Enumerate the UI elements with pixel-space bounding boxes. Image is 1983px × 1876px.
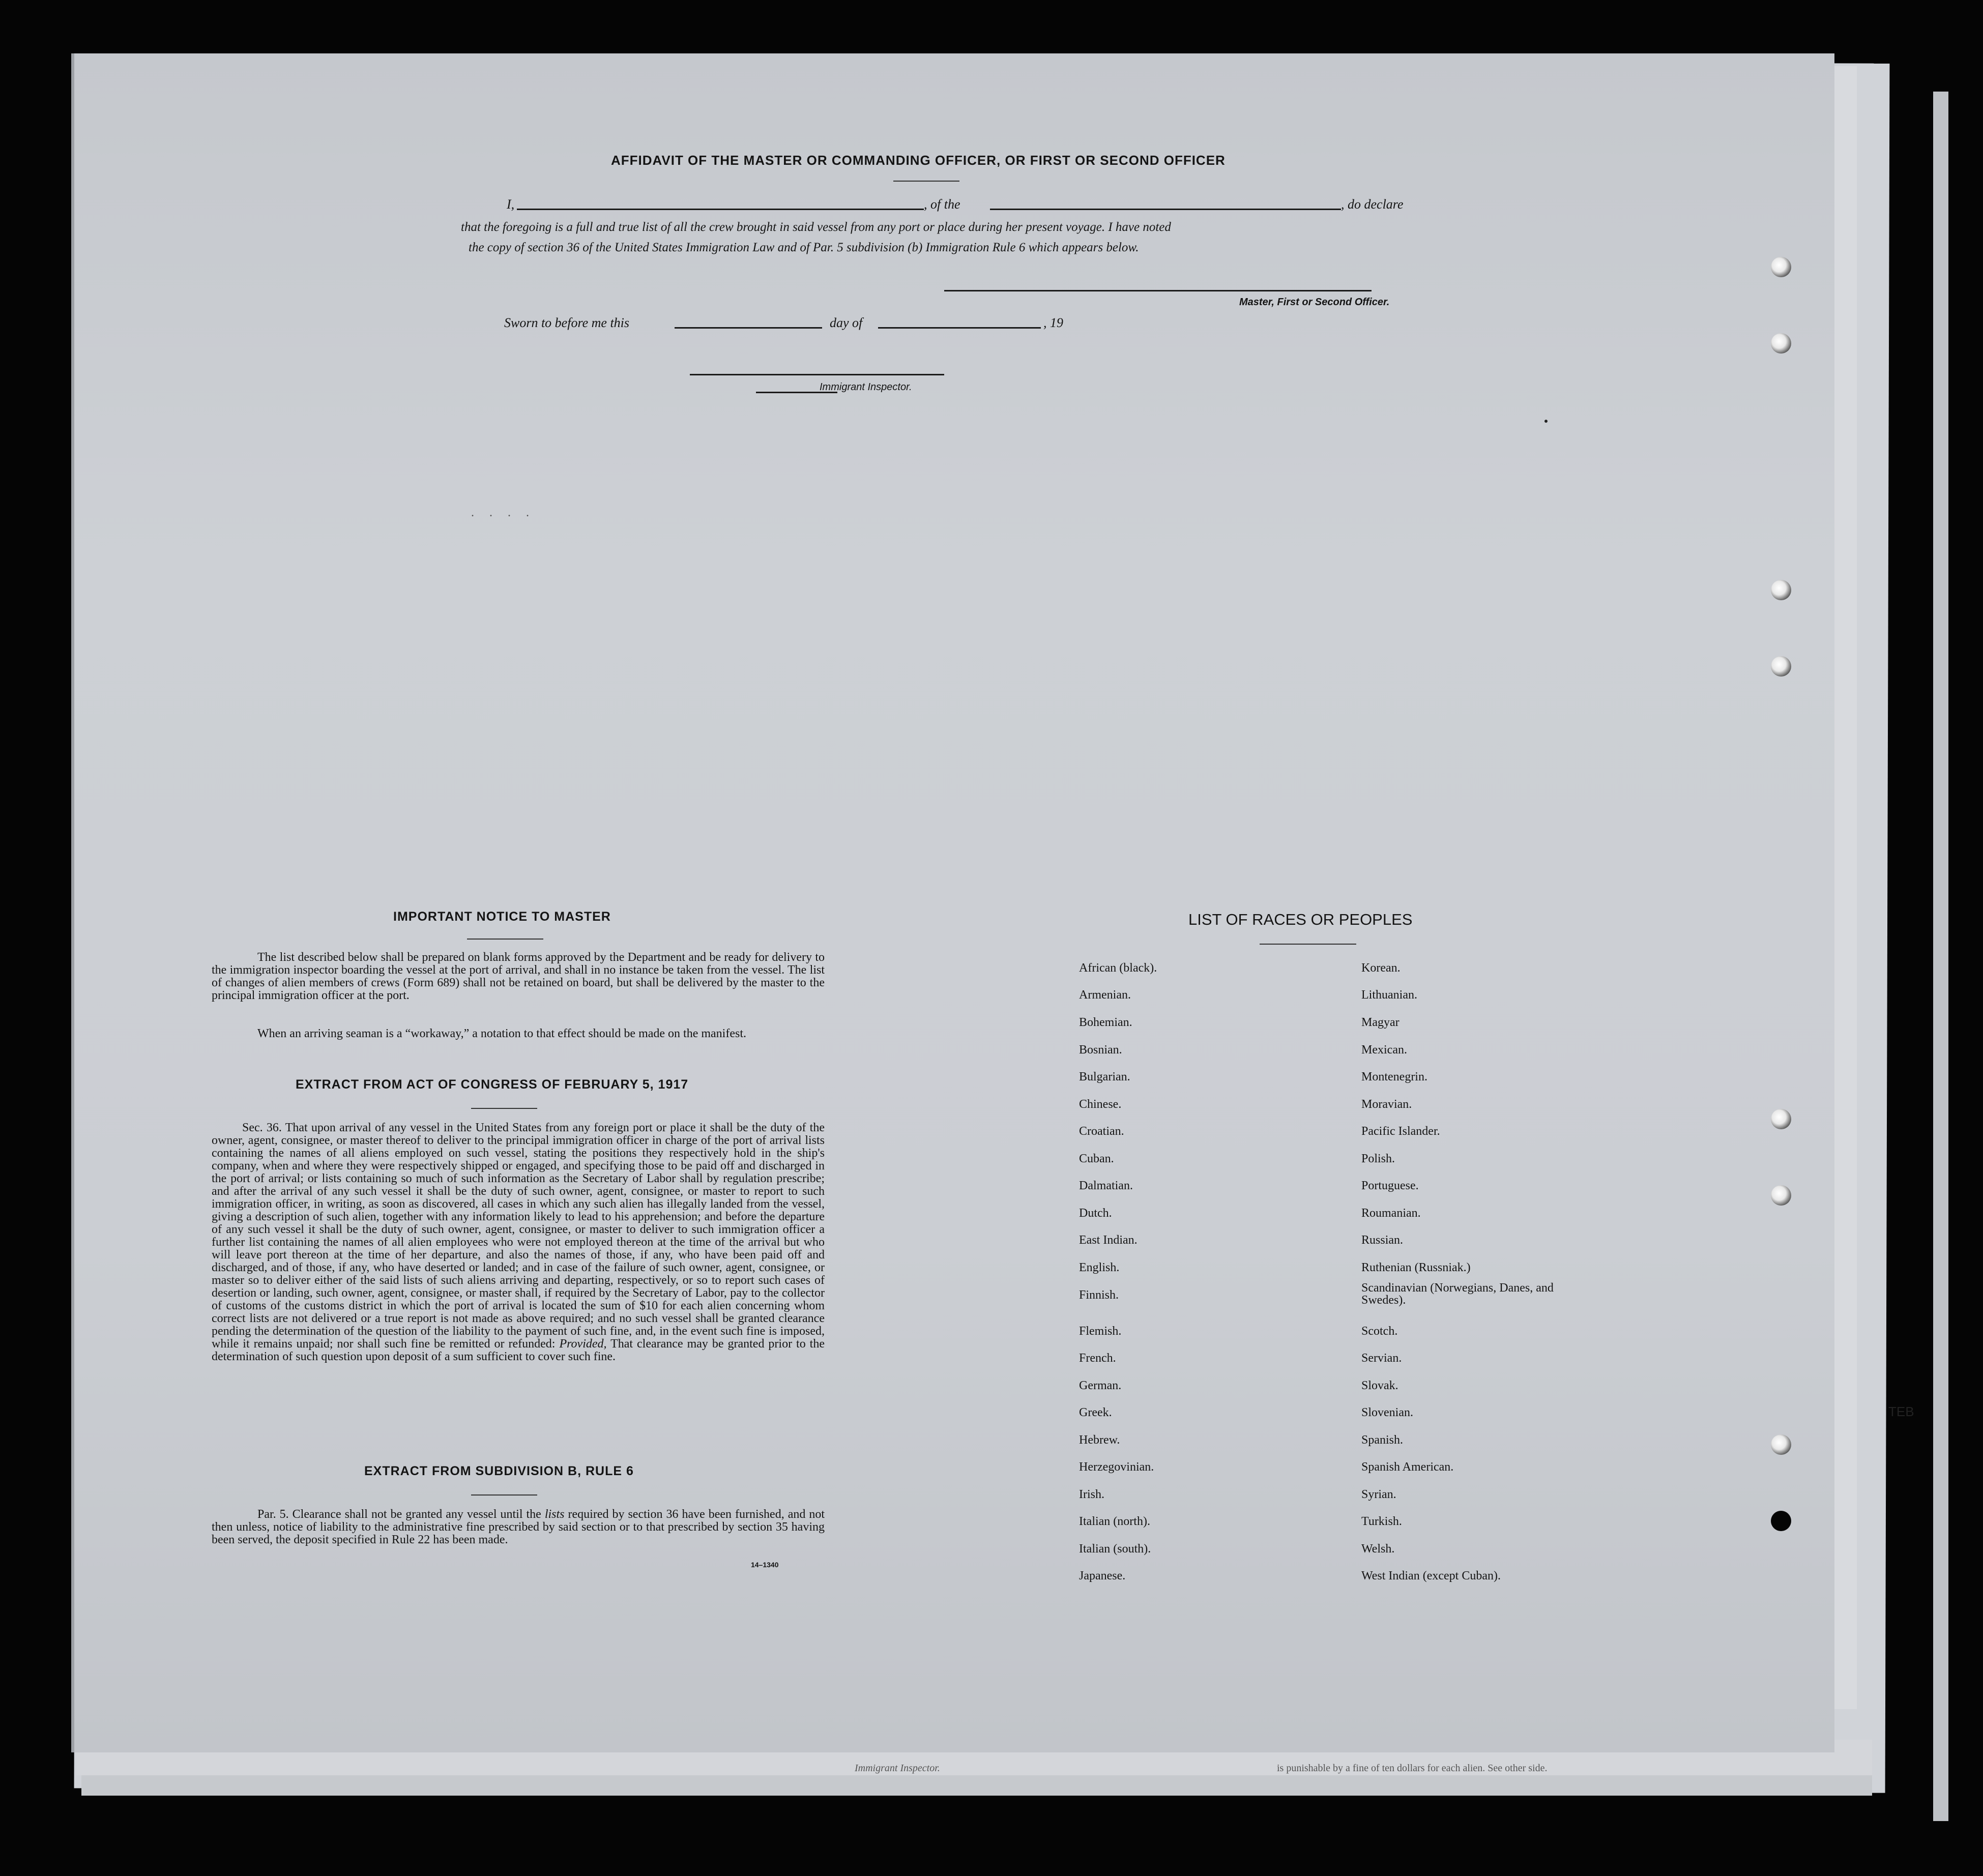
affidavit-title-rule	[893, 181, 959, 182]
vessel-name-line[interactable]	[990, 209, 1341, 210]
notice-title-rule	[467, 939, 543, 940]
far-right-strip	[1933, 92, 1948, 1821]
inspector-signature-line[interactable]	[690, 374, 944, 375]
race-item: Spanish American.	[1361, 1460, 1454, 1474]
act-title: EXTRACT FROM ACT OF CONGRESS OF FEBRUARY 5, 1917	[296, 1077, 689, 1092]
form-page	[71, 53, 1834, 1752]
act-section-text-end: That clearance may be granted prior to the determination of such question upon deposit of a sum sufficient to cover such fine.	[212, 1337, 825, 1363]
rule-text-start: Par. 5. Clearance shall not be granted any vessel until the	[257, 1508, 541, 1521]
race-item: Welsh.	[1361, 1542, 1395, 1556]
rule-paragraph	[212, 1508, 825, 1546]
act-section-36	[212, 1122, 825, 1363]
binder-hole	[1771, 1434, 1791, 1455]
form-number: 14–1340	[751, 1561, 779, 1569]
notice-paragraph-2: When an arriving seaman is a “workaway,” a notation to that effect should be made on the manifest.	[257, 1027, 746, 1040]
race-item: Polish.	[1361, 1152, 1395, 1165]
underlying-inspector-label: Immigrant Inspector.	[855, 1763, 940, 1774]
race-item: Hebrew.	[1079, 1433, 1120, 1447]
race-item: Ruthenian (Russniak.)	[1361, 1261, 1471, 1274]
notice-paragraph-1: The list described below shall be prepared on blank forms approved by the Department and be ready for delivery to the immigration inspector boarding the vessel at the port of arrival, and shall in no instance be taken from the vessel. The list of changes of alien members of crews (Form 689) shall not be retained on board, but shall be delivered by the master to the principal immigration officer at the port.	[212, 951, 825, 1002]
rule-lists-word: lists	[544, 1508, 565, 1521]
race-item: Magyar	[1361, 1016, 1399, 1029]
race-item: Slovak.	[1361, 1379, 1398, 1392]
race-item: Spanish.	[1361, 1433, 1404, 1447]
year-label: , 19	[1043, 315, 1063, 330]
race-item: Irish.	[1079, 1488, 1104, 1501]
binder-hole	[1771, 333, 1791, 354]
race-item: Italian (north).	[1079, 1515, 1150, 1528]
race-item: Servian.	[1361, 1352, 1402, 1365]
sworn-day-line[interactable]	[675, 327, 822, 329]
of-the-label: , of the	[924, 197, 960, 212]
race-item: Scandinavian (Norwegians, Danes, and Swedes).	[1361, 1281, 1554, 1307]
declarant-name-line[interactable]	[517, 209, 924, 210]
race-item: Korean.	[1361, 961, 1401, 975]
day-of-label: day of	[830, 315, 863, 330]
race-item: Slovenian.	[1361, 1406, 1413, 1419]
race-item: Dalmatian.	[1079, 1179, 1133, 1192]
race-item: Portuguese.	[1361, 1179, 1419, 1192]
race-item: Lithuanian.	[1361, 988, 1417, 1002]
bottom-strip-2	[81, 1775, 1872, 1796]
rule-title: EXTRACT FROM SUBDIVISION B, RULE 6	[364, 1464, 634, 1478]
race-item: Cuban.	[1079, 1152, 1114, 1165]
race-item: Russian.	[1361, 1234, 1404, 1247]
race-item: Mexican.	[1361, 1043, 1407, 1057]
race-item: West Indian (except Cuban).	[1361, 1569, 1501, 1582]
race-item: Syrian.	[1361, 1488, 1396, 1501]
race-item: Bohemian.	[1079, 1016, 1132, 1029]
race-item: Bulgarian.	[1079, 1070, 1130, 1083]
notice-title: IMPORTANT NOTICE TO MASTER	[393, 910, 611, 924]
act-section-text: That upon arrival of any vessel in the United States from any foreign port or place it shall be the duty of the owner, agent, consignee, or master thereof to deliver to the principal immigration officer in charge of the port of arrival lists containing the names of all aliens employed on such vessel, stating the positions they respectively hold in the ship's company, when and where they were respectively shipped or engaged, and specifying those to be paid off and discharged in the port of arrival; or lists containing so much of such information as the Secretary of Labor shall by regulation prescribe; and after the arrival of any such vessel it shall be the duty of such owner, agent, consignee, or master to report to such immigration officer, in writing, as soon as discovered, all cases in which any such alien has illegally landed from the vessel, giving a description of such alien, together with any information likely to lead to his apprehension; and before the departure of any such vessel it shall be the duty of such owner, agent, consignee, or master to deliver to such immigration officer a further list containing the names of all alien employees who were not employed thereon at the time of the arrival but who will leave port thereon at the time of her departure, and also the names of those, if any, who have been paid off and discharged, and of those, if any, who have deserted or landed; and in case of the failure of such owner, agent, consignee, or master so to deliver either of the said lists of such aliens arriving and departing, respectively, or so to report such cases of desertion or landing, such owner, agent, consignee, or master shall, if required by the Secretary of Labor, pay to the collector of customs of the customs district in which the port of arrival is located the sum of $10 for each alien concerning whom correct lists are not delivered or a true report is not made as above required; and no such vessel shall be granted clearance pending the determination of the question of the liability to the payment of such fine, and, in the event such fine is imposed, while it remains unpaid; nor shall such fine be remitted or refunded:	[212, 1121, 825, 1351]
race-item: Roumanian.	[1361, 1207, 1421, 1220]
races-title: LIST OF RACES OR PEOPLES	[1188, 911, 1413, 928]
do-declare-label: , do declare	[1341, 197, 1404, 212]
master-signature-line[interactable]	[944, 290, 1372, 291]
sworn-label: Sworn to before me this	[504, 315, 630, 330]
race-item: Croatian.	[1079, 1125, 1124, 1138]
rule-text-end: required by section 36 have been furnished, and not then unless, notice of liability to the administrative fine prescribed by said section or to that prescribed by section 35 having been served, the deposit specified in Rule 22 has been made.	[212, 1508, 825, 1546]
races-title-rule	[1260, 944, 1356, 945]
race-item: Japanese.	[1079, 1569, 1126, 1582]
act-provided-word: Provided,	[559, 1337, 607, 1351]
underlying-penalty-note: is punishable by a fine of ten dollars for each alien. See other side.	[1277, 1763, 1548, 1774]
race-item: Moravian.	[1361, 1098, 1412, 1111]
race-item: Herzegovinian.	[1079, 1460, 1154, 1474]
race-item: English.	[1079, 1261, 1120, 1274]
act-section-label: Sec. 36.	[242, 1121, 282, 1134]
right-tab-label: TEB	[1888, 1404, 1914, 1419]
race-item: Montenegrin.	[1361, 1070, 1427, 1083]
race-item: Italian (south).	[1079, 1542, 1151, 1556]
race-item: East Indian.	[1079, 1234, 1138, 1247]
race-item: Chinese.	[1079, 1098, 1122, 1111]
declaration-line-3: the copy of section 36 of the United States Immigration Law and of Par. 5 subdivision (b) Immigration Rule 6 which appears below.	[469, 241, 1139, 254]
race-item: Flemish.	[1079, 1325, 1122, 1338]
act-title-rule	[471, 1108, 537, 1109]
inspector-signature-label: Immigrant Inspector.	[820, 382, 912, 393]
binder-hole	[1771, 1511, 1791, 1531]
race-item: Armenian.	[1079, 988, 1131, 1002]
master-signature-label: Master, First or Second Officer.	[1239, 297, 1390, 308]
declaration-line-2: that the foregoing is a full and true list of all the crew brought in said vessel from any port or place during her present voyage. I have noted	[461, 220, 1171, 234]
race-item: French.	[1079, 1352, 1116, 1365]
binder-hole	[1771, 1109, 1791, 1129]
affidavit-title: AFFIDAVIT OF THE MASTER OR COMMANDING OFFICER, OR FIRST OR SECOND OFFICER	[611, 153, 1226, 168]
race-item: Scotch.	[1361, 1325, 1398, 1338]
binder-hole	[1771, 580, 1791, 600]
race-item: Pacific Islander.	[1361, 1125, 1440, 1138]
bleed-through-dots: . . . .	[471, 506, 535, 519]
declarant-label: I,	[507, 197, 515, 212]
race-item: Finnish.	[1079, 1288, 1119, 1302]
ink-dot	[1544, 420, 1548, 423]
race-item: German.	[1079, 1379, 1122, 1392]
race-item: Turkish.	[1361, 1515, 1402, 1528]
race-item: Greek.	[1079, 1406, 1112, 1419]
race-item: African (black).	[1079, 961, 1157, 975]
race-item: Dutch.	[1079, 1207, 1112, 1220]
rule-title-rule	[471, 1494, 537, 1496]
binder-hole	[1771, 656, 1791, 677]
binder-hole	[1771, 1185, 1791, 1206]
sworn-month-line[interactable]	[878, 327, 1041, 329]
race-item: Bosnian.	[1079, 1043, 1122, 1057]
binder-hole	[1771, 257, 1791, 277]
